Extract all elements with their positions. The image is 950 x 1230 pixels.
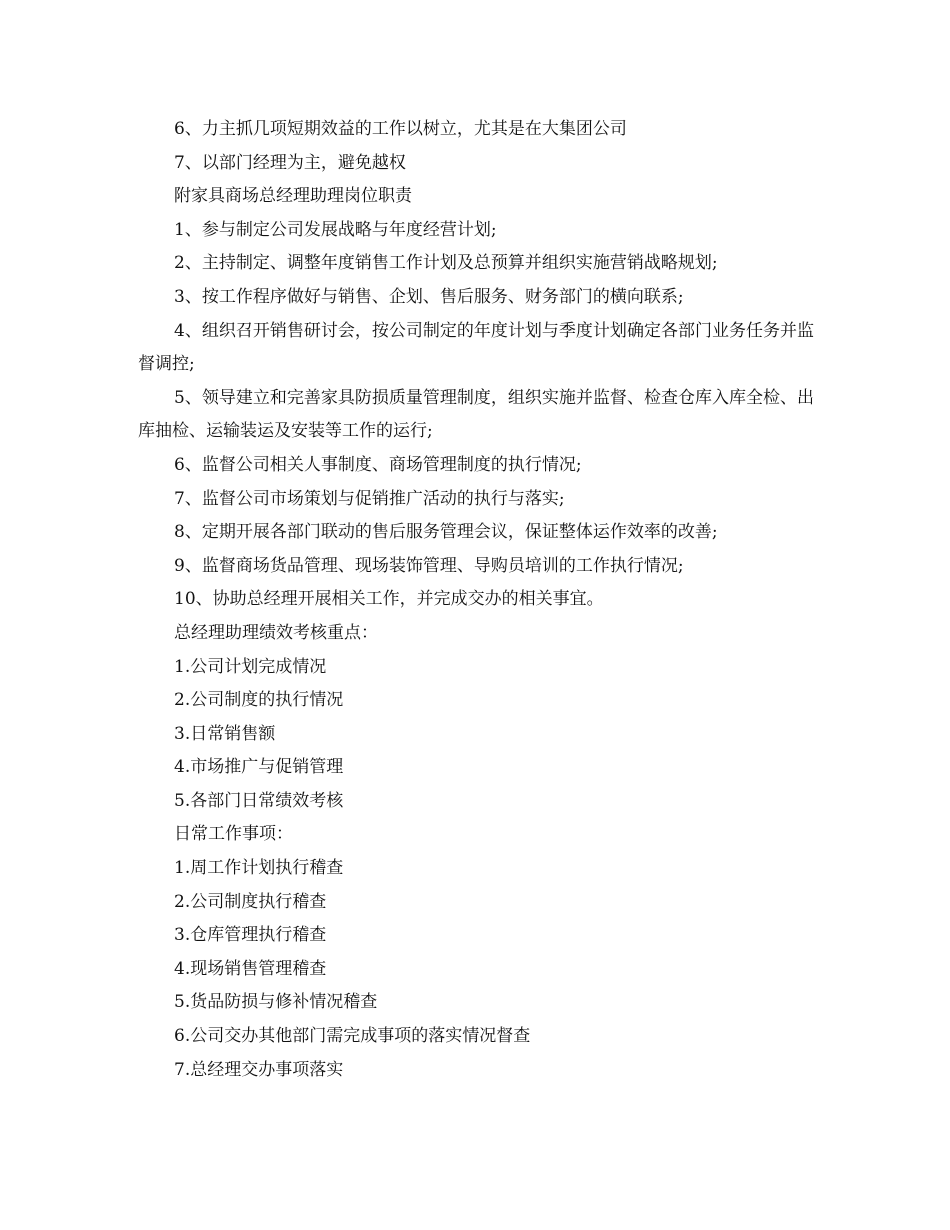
list-item-duty-2: 2、主持制定、调整年度销售工作计划及总预算并组织实施营销战略规划; bbox=[174, 253, 718, 274]
list-item-duty-3: 3、按工作程序做好与销售、企划、售后服务、财务部门的横向联系; bbox=[174, 286, 684, 307]
list-item-duty-9: 9、监督商场货品管理、现场装饰管理、导购员培训的工作执行情况; bbox=[174, 555, 684, 576]
list-item-duty-8: 8、定期开展各部门联动的售后服务管理会议，保证整体运作效率的改善; bbox=[174, 522, 718, 543]
list-item-task-2: 2.公司制度执行稽查 bbox=[174, 891, 327, 912]
paragraph-duty-6-short-term: 6、力主抓几项短期效益的工作以树立，尤其是在大集团公司 bbox=[174, 119, 627, 139]
list-item-task-4: 4.现场销售管理稽查 bbox=[174, 958, 327, 979]
list-item-task-7: 7.总经理交办事项落实 bbox=[174, 1059, 344, 1080]
list-item-duty-1: 1、参与制定公司发展战略与年度经营计划; bbox=[174, 219, 497, 240]
list-item-task-3: 3.仓库管理执行稽查 bbox=[174, 925, 327, 946]
list-item-task-1: 1.周工作计划执行稽查 bbox=[174, 858, 344, 879]
list-item-duty-6: 6、监督公司相关人事制度、商场管理制度的执行情况; bbox=[174, 454, 582, 475]
list-item-task-6: 6.公司交办其他部门需完成事项的落实情况督查 bbox=[174, 1026, 531, 1047]
list-item-duty-5: 5、领导建立和完善家具防损质量管理制度，组织实施并监督、检查仓库入库全检、出库抽检、运输装运及安装等工作的运行; bbox=[138, 387, 814, 442]
list-item-kpi-3: 3.日常销售额 bbox=[174, 723, 276, 744]
list-item-duty-7: 7、监督公司市场策划与促销推广活动的执行与落实; bbox=[174, 488, 565, 509]
section-heading-kpi: 总经理助理绩效考核重点： bbox=[174, 622, 378, 643]
paragraph-duty-7-avoid-overstep: 7、以部门经理为主，避免越权 bbox=[174, 152, 406, 173]
list-item-kpi-1: 1.公司计划完成情况 bbox=[174, 656, 327, 677]
section-heading-daily-tasks: 日常工作事项： bbox=[174, 824, 293, 845]
list-item-duty-4: 4、组织召开销售研讨会，按公司制定的年度计划与季度计划确定各部门业务任务并监督调控; bbox=[138, 320, 814, 375]
list-item-duty-10: 10、协助总经理开展相关工作，并完成交办的相关事宜。 bbox=[174, 589, 604, 610]
list-item-task-5: 5.货品防损与修补情况稽查 bbox=[174, 992, 378, 1013]
list-item-kpi-4: 4.市场推广与促销管理 bbox=[174, 757, 344, 778]
section-heading-assistant-duties: 附家具商场总经理助理岗位职责 bbox=[174, 186, 412, 207]
document-body bbox=[138, 113, 814, 1087]
list-item-kpi-2: 2.公司制度的执行情况 bbox=[174, 690, 344, 711]
list-item-kpi-5: 5.各部门日常绩效考核 bbox=[174, 790, 344, 811]
